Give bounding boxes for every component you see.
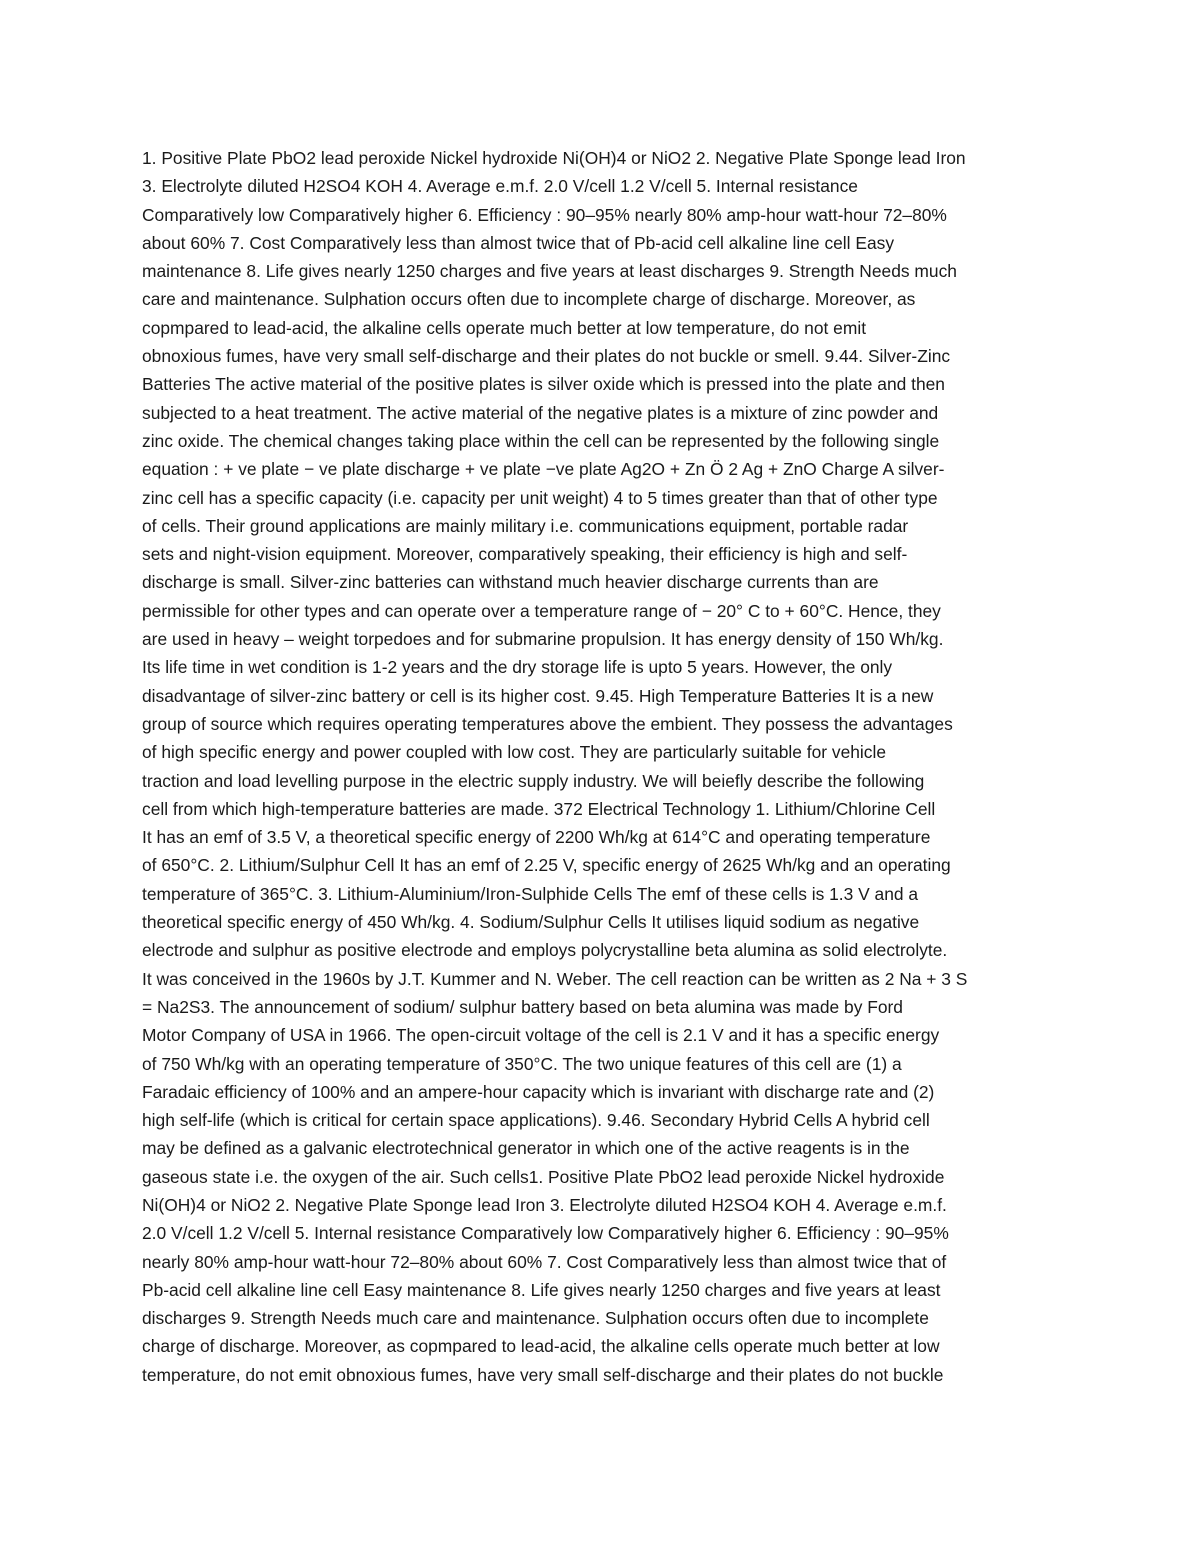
text-line: sets and night-vision equipment. Moreover, comparatively speaking, their efficiency is high and self-	[142, 544, 908, 565]
text-line: gaseous state i.e. the oxygen of the air. Such cells1. Positive Plate PbO2 lead peroxide Nickel hydroxide	[142, 1166, 945, 1187]
text-line: traction and load levelling purpose in the electric supply industry. We will beiefly describe the following	[142, 770, 925, 791]
text-line: It was conceived in the 1960s by J.T. Kummer and N. Weber. The cell reaction can be written as 2 Na + 3 S	[142, 968, 968, 989]
text-line: of cells. Their ground applications are mainly military i.e. communications equipment, portable radar	[142, 515, 909, 536]
text-line: zinc cell has a specific capacity (i.e. capacity per unit weight) 4 to 5 times greater than that of other type	[142, 487, 938, 508]
text-line: of 750 Wh/kg with an operating temperature of 350°C. The two unique features of this cell are (1) a	[142, 1053, 902, 1074]
text-line: high self-life (which is critical for certain space applications). 9.46. Secondary Hybrid Cells A hybrid cell	[142, 1110, 930, 1131]
text-line: disadvantage of silver-zinc battery or cell is its higher cost. 9.45. High Temperature Batteries It is a new	[142, 685, 934, 706]
document-body-text	[142, 144, 1062, 1389]
text-line: It has an emf of 3.5 V, a theoretical specific energy of 2200 Wh/kg at 614°C and operating temperature	[142, 827, 931, 848]
text-line: may be defined as a galvanic electrotechnical generator in which one of the active reagents is in the	[142, 1138, 910, 1159]
text-line: temperature of 365°C. 3. Lithium-Aluminium/Iron-Sulphide Cells The emf of these cells is 1.3 V and a	[142, 883, 919, 904]
text-line: Pb-acid cell alkaline line cell Easy maintenance 8. Life gives nearly 1250 charges and five years at least	[142, 1279, 941, 1300]
text-line: Faradaic efficiency of 100% and an ampere-hour capacity which is invariant with discharge rate and (2)	[142, 1081, 935, 1102]
text-line: 1. Positive Plate PbO2 lead peroxide Nickel hydroxide Ni(OH)4 or NiO2 2. Negative Plate Sponge lead Iron	[142, 148, 966, 168]
text-line: cell from which high-temperature batteries are made. 372 Electrical Technology 1. Lithium/Chlorine Cell	[142, 798, 936, 819]
text-line: obnoxious fumes, have very small self-discharge and their plates do not buckle or smell. 9.44. Silver-Zinc	[142, 346, 951, 367]
text-line: discharge is small. Silver-zinc batteries can withstand much heavier discharge currents than are	[142, 572, 879, 593]
text-line: equation : + ve plate − ve plate discharge + ve plate −ve plate Ag2O + Zn Ö 2 Ag + ZnO Charge A silver-	[142, 459, 945, 480]
text-line: about 60% 7. Cost Comparatively less than almost twice that of Pb-acid cell alkaline line cell Easy	[142, 232, 895, 253]
text-line: theoretical specific energy of 450 Wh/kg. 4. Sodium/Sulphur Cells It utilises liquid sodium as negative	[142, 912, 920, 933]
text-line: zinc oxide. The chemical changes taking place within the cell can be represented by the following single	[142, 430, 940, 451]
text-line: permissible for other types and can operate over a temperature range of − 20° C to + 60°C. Hence, they	[142, 600, 941, 621]
text-line: Batteries The active material of the positive plates is silver oxide which is pressed into the plate and then	[142, 374, 945, 395]
text-line: Its life time in wet condition is 1-2 years and the dry storage life is upto 5 years. However, the only	[142, 657, 893, 678]
text-line: of 650°C. 2. Lithium/Sulphur Cell It has an emf of 2.25 V, specific energy of 2625 Wh/kg and an operating	[142, 855, 951, 876]
text-line: are used in heavy – weight torpedoes and for submarine propulsion. It has energy density of 150 Wh/kg.	[142, 629, 944, 650]
text-line: charge of discharge. Moreover, as copmpared to lead-acid, the alkaline cells operate much better at low	[142, 1336, 940, 1357]
text-line: Ni(OH)4 or NiO2 2. Negative Plate Sponge lead Iron 3. Electrolyte diluted H2SO4 KOH 4. Average e.m.f.	[142, 1194, 947, 1215]
text-line: of high specific energy and power coupled with low cost. They are particularly suitable for vehicle	[142, 742, 887, 763]
text-line: nearly 80% amp-hour watt-hour 72–80% about 60% 7. Cost Comparatively less than almost twice that of	[142, 1251, 947, 1272]
text-line: 2.0 V/cell 1.2 V/cell 5. Internal resistance Comparatively low Comparatively higher 6. Efficiency : 90–95%	[142, 1223, 949, 1244]
text-line: electrode and sulphur as positive electrode and employs polycrystalline beta alumina as solid electrolyte.	[142, 940, 948, 961]
text-line: copmpared to lead-acid, the alkaline cells operate much better at low temperature, do not emit	[142, 317, 867, 338]
text-line: discharges 9. Strength Needs much care and maintenance. Sulphation occurs often due to incomplete	[142, 1308, 929, 1329]
text-line: group of source which requires operating temperatures above the embient. They possess the advantages	[142, 713, 953, 734]
text-line: maintenance 8. Life gives nearly 1250 charges and five years at least discharges 9. Strength Needs much	[142, 261, 957, 282]
text-line: Motor Company of USA in 1966. The open-circuit voltage of the cell is 2.1 V and it has a specific energy	[142, 1025, 940, 1046]
text-line: = Na2S3. The announcement of sodium/ sulphur battery based on beta alumina was made by Ford	[142, 996, 903, 1017]
text-line: subjected to a heat treatment. The active material of the negative plates is a mixture of zinc powder and	[142, 402, 939, 423]
text-line: care and maintenance. Sulphation occurs often due to incomplete charge of discharge. Moreover, as	[142, 289, 916, 310]
text-line: Comparatively low Comparatively higher 6. Efficiency : 90–95% nearly 80% amp-hour watt-hour 72–80%	[142, 204, 947, 225]
text-line: temperature, do not emit obnoxious fumes, have very small self-discharge and their plates do not buckle	[142, 1364, 944, 1385]
text-line: 3. Electrolyte diluted H2SO4 KOH 4. Average e.m.f. 2.0 V/cell 1.2 V/cell 5. Internal resistance	[142, 176, 858, 197]
